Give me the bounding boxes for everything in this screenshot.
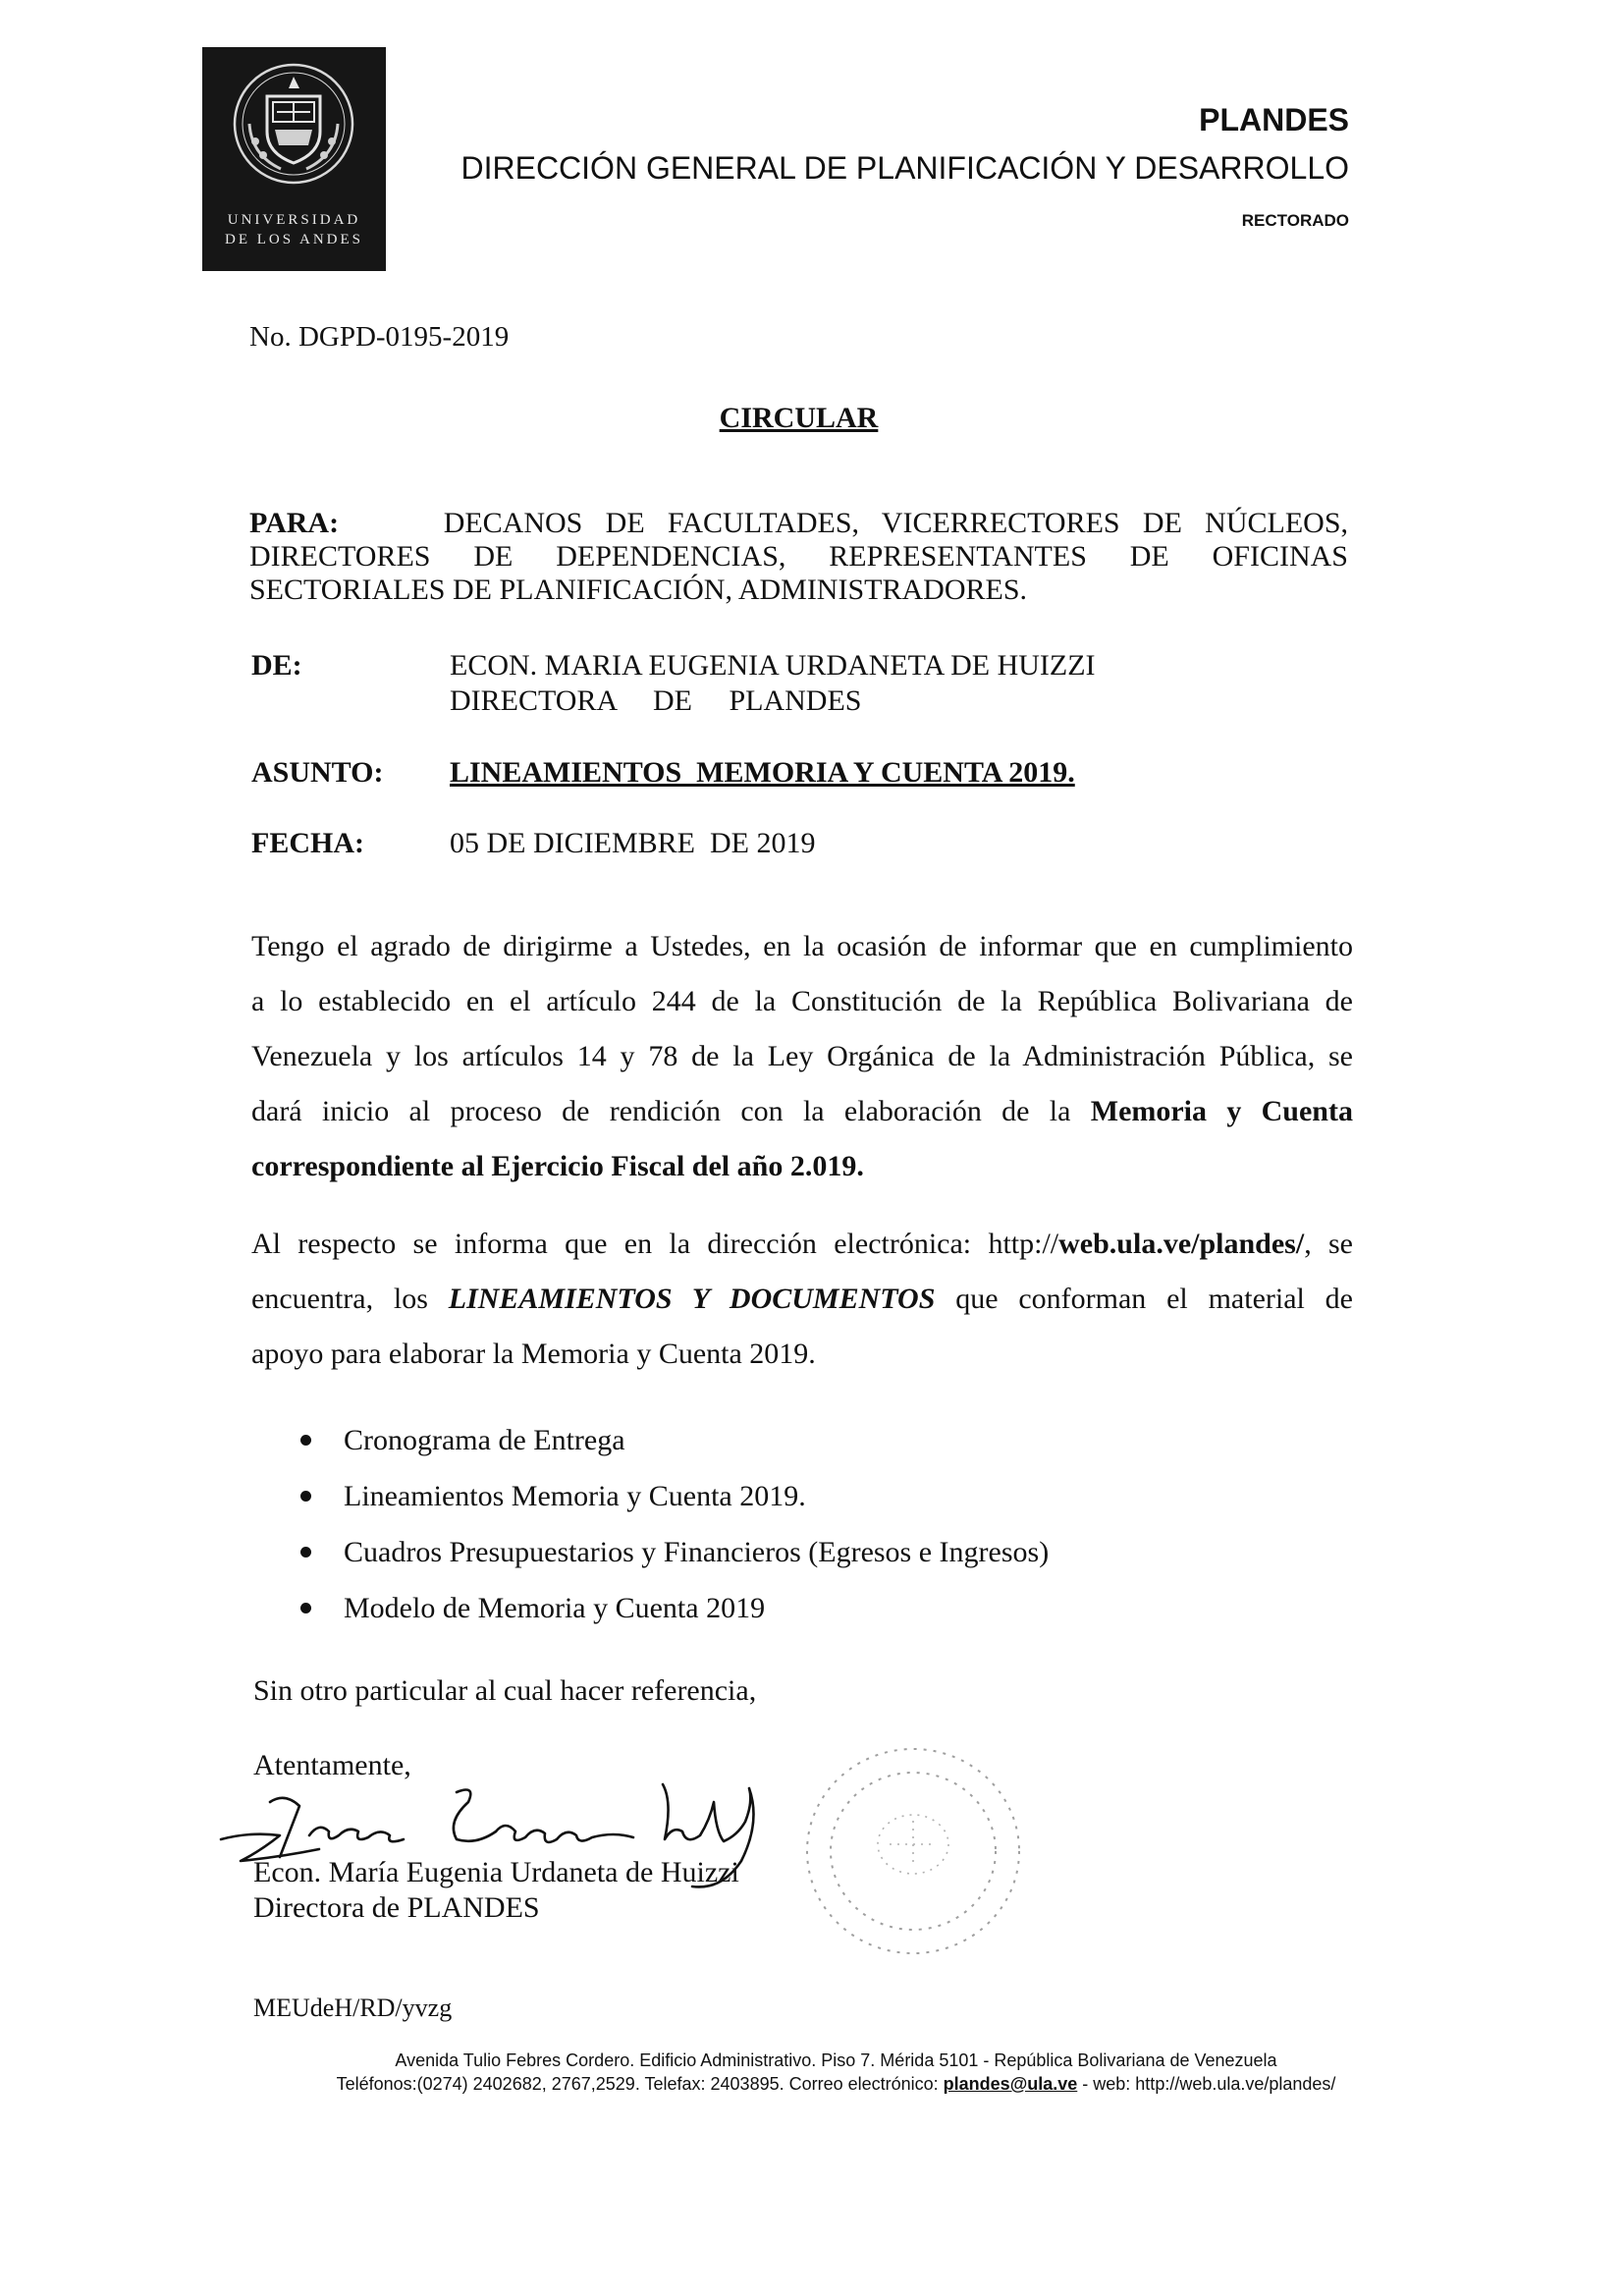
- document-title: CIRCULAR: [719, 402, 879, 434]
- de-label: DE:: [251, 649, 302, 682]
- direction-name: DIRECCIÓN GENERAL DE PLANIFICACIÓN Y DESARROLLO: [460, 150, 1349, 186]
- paragraph-intro-line4-bold: Memoria y Cuenta: [1090, 1095, 1353, 1127]
- bullet-icon: [300, 1603, 311, 1613]
- subunit-name: RECTORADO: [1241, 211, 1349, 230]
- de-value-line2: DIRECTORA DE PLANDES: [450, 684, 862, 717]
- paragraph-intro-line3: Venezuela y los artículos 14 y 78 de la Ley Orgánica de la Administración Pública, se: [251, 1040, 1353, 1072]
- paragraph-website-line1-text: Al respecto se informa que en la dirección electrónica: http://: [251, 1228, 1059, 1260]
- recipients-line3: SECTORIALES DE PLANIFICACIÓN, ADMINISTRADORES.: [249, 574, 1027, 606]
- bullet-icon: [300, 1491, 311, 1502]
- asunto-value: LINEAMIENTOS MEMORIA Y CUENTA 2019.: [450, 756, 1075, 789]
- list-item-text: Modelo de Memoria y Cuenta 2019: [344, 1592, 766, 1624]
- footer-contacts: [0, 2074, 1623, 2095]
- paragraph-website-line1-tail: , se: [1304, 1228, 1353, 1260]
- paragraph-intro-line5: correspondiente al Ejercicio Fiscal del año 2.019.: [251, 1150, 864, 1182]
- logo-text-line2: DE LOS ANDES: [224, 232, 363, 247]
- closing-sentence: Sin otro particular al cual hacer referencia,: [253, 1674, 757, 1707]
- signer-name: Econ. María Eugenia Urdaneta de Huizzi: [253, 1856, 739, 1888]
- list-item: [295, 1580, 1049, 1636]
- paragraph-intro-line1: Tengo el agrado de dirigirme a Ustedes, en la ocasión de informar que en cumplimiento: [251, 930, 1353, 962]
- list-item-text: Cronograma de Entrega: [344, 1424, 625, 1456]
- university-logo: [202, 47, 386, 271]
- asunto-label: ASUNTO:: [251, 756, 384, 789]
- list-item: [295, 1468, 1049, 1524]
- paragraph-website: [251, 1217, 1353, 1382]
- footer-email-link[interactable]: plandes@ula.ve: [943, 2074, 1078, 2094]
- recipients-line2: DIRECTORES DE DEPENDENCIAS, REPRESENTANTES DE OFICINAS: [249, 540, 1348, 573]
- para-label: PARA:: [249, 507, 340, 539]
- bullet-icon: [300, 1435, 311, 1446]
- de-value-line1: ECON. MARIA EUGENIA URDANETA DE HUIZZI: [450, 649, 1096, 682]
- paragraph-website-line2-a: encuentra, los: [251, 1283, 449, 1315]
- website-link[interactable]: web.ula.ve/plandes/: [1058, 1228, 1305, 1260]
- list-item: [295, 1412, 1049, 1468]
- paragraph-website-line1: [251, 1217, 1353, 1272]
- regards: Atentamente,: [253, 1749, 411, 1781]
- paragraph-intro-line4-text: dará inicio al proceso de rendición con la elaboración de la: [251, 1095, 1091, 1127]
- document-number: No. DGPD-0195-2019: [249, 321, 510, 353]
- paragraph-website-line3: apoyo para elaborar la Memoria y Cuenta 2019.: [251, 1338, 816, 1370]
- para-value-line1: DECANOS DE FACULTADES, VICERRECTORES DE NÚCLEOS,: [443, 507, 1349, 539]
- list-item-text: Lineamientos Memoria y Cuenta 2019.: [344, 1480, 806, 1512]
- footer-address: Avenida Tulio Febres Cordero. Edificio Administrativo. Piso 7. Mérida 5101 - República Bolivariana de Venezuela: [395, 2050, 1277, 2070]
- paragraph-intro-line2: a lo establecido en el artículo 244 de la Constitución de la República Bolivariana de: [251, 985, 1353, 1017]
- recipients-line1: [249, 507, 1348, 540]
- reference-initials: MEUdeH/RD/yvzg: [253, 1994, 453, 2022]
- fecha-value: 05 DE DICIEMBRE DE 2019: [450, 827, 816, 859]
- paragraph-intro-line4: [251, 1084, 1353, 1139]
- footer-web: - web: http://web.ula.ve/plandes/: [1077, 2074, 1336, 2094]
- official-stamp-icon: [795, 1738, 1031, 1964]
- paragraph-website-line2-emphasis: LINEAMIENTOS Y DOCUMENTOS: [448, 1283, 936, 1315]
- fecha-label: FECHA:: [251, 827, 364, 859]
- list-item-text: Cuadros Presupuestarios y Financieros (Egresos e Ingresos): [344, 1536, 1050, 1568]
- organization-name: PLANDES: [1199, 102, 1349, 137]
- paragraph-intro: [251, 919, 1353, 1194]
- recipients-block: [249, 507, 1348, 607]
- list-item: [295, 1524, 1049, 1580]
- signer-title: Directora de PLANDES: [253, 1891, 540, 1924]
- paragraph-website-line2-b: que conforman el material de: [935, 1283, 1353, 1315]
- bullet-icon: [300, 1547, 311, 1558]
- logo-text-line1: UNIVERSIDAD: [227, 212, 361, 228]
- paragraph-website-line2: [251, 1272, 1353, 1327]
- documents-list: [295, 1412, 1049, 1636]
- footer-phones: Teléfonos:(0274) 2402682, 2767,2529. Telefax: 2403895. Correo electrónico:: [336, 2074, 944, 2094]
